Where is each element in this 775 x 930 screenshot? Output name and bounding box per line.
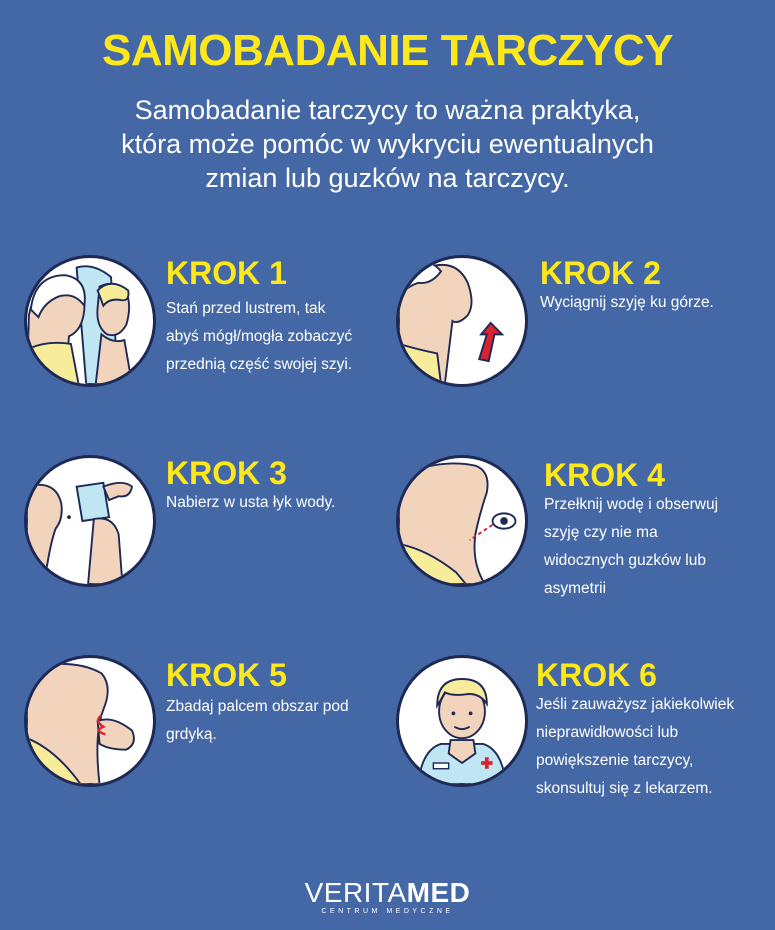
step-description-line: powiększenie tarczycy, <box>536 752 694 769</box>
step-label: KROK 5 <box>166 657 287 693</box>
drinking-water-icon <box>24 455 156 587</box>
swallow-observe-icon <box>396 455 528 587</box>
step-label: KROK 6 <box>536 657 657 693</box>
step-description-line: Jeśli zauważysz jakiekolwiek <box>536 696 735 713</box>
step-label: KROK 3 <box>166 455 287 491</box>
brand-tagline: CENTRUM MEDYCZNE <box>321 908 454 915</box>
step-label: KROK 2 <box>540 255 661 291</box>
step-label: KROK 4 <box>544 457 665 493</box>
step-description-line: Przełknij wodę i obserwuj <box>544 496 719 513</box>
step-description-line: Nabierz w usta łyk wody. <box>166 494 336 511</box>
intro-line: Samobadanie tarczycy to ważna praktyka, <box>134 95 641 125</box>
step-description <box>544 491 718 603</box>
intro-line: która może pomóc w wykryciu ewentualnych <box>121 129 654 159</box>
brand-part-1: VERITA <box>304 877 407 908</box>
doctor-icon <box>396 655 528 787</box>
person-at-mirror-icon <box>24 255 156 387</box>
neck-stretch-icon <box>396 255 528 387</box>
step-description-line: abyś mógł/mogła zobaczyć <box>166 328 353 345</box>
step-description <box>166 489 335 517</box>
step-description-line: Stań przed lustrem, tak <box>166 300 326 317</box>
intro-text <box>20 93 755 195</box>
brand-part-2: MED <box>406 877 471 908</box>
step-description <box>166 295 352 379</box>
step-description <box>536 691 734 803</box>
step-description <box>166 693 349 749</box>
step-description-line: przednią część swojej szyi. <box>166 356 353 373</box>
step-description-line: nieprawidłowości lub <box>536 724 679 741</box>
brand-wordmark <box>0 878 775 908</box>
step-description <box>540 289 714 317</box>
step-description-line: Zbadaj palcem obszar pod <box>166 698 349 715</box>
step-description-line: grdyką. <box>166 726 217 743</box>
brand-logo <box>0 878 775 915</box>
intro-line: zmian lub guzków na tarczycy. <box>205 163 570 193</box>
step-description-line: widocznych guzków lub <box>544 552 706 569</box>
step-label: KROK 1 <box>166 255 287 291</box>
step-description-line: szyję czy nie ma <box>544 524 658 541</box>
finger-palpation-icon <box>24 655 156 787</box>
page-title: SAMOBADANIE TARCZYCY <box>102 26 673 75</box>
step-description-line: skonsultuj się z lekarzem. <box>536 780 713 797</box>
step-description-line: asymetrii <box>544 580 607 597</box>
step-description-line: Wyciągnij szyję ku górze. <box>540 294 714 311</box>
